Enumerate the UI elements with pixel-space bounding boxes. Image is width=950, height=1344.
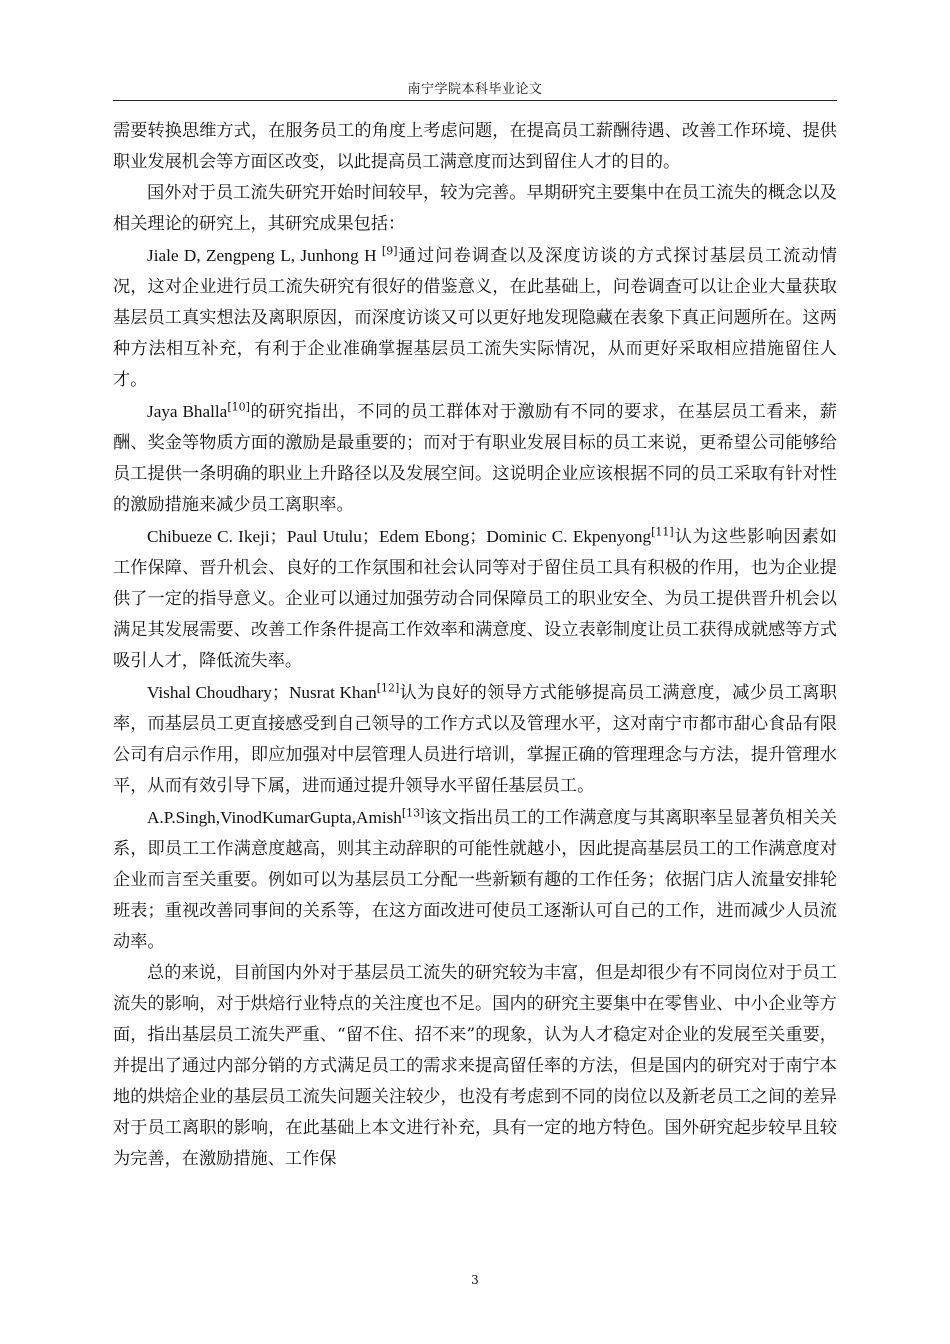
paragraph-text: 需要转换思维方式，在服务员工的角度上考虑问题，在提高员工薪酬待遇、改善工作环境、提供职业发展机会等方面区改变，以此提高员工满意度而达到留住人才的目的。 — [113, 121, 837, 172]
citation-ref: [9] — [381, 244, 398, 258]
paragraph-6 — [113, 677, 837, 802]
paragraph-2 — [113, 178, 837, 240]
author-names: Jiale D, Zengpeng L, Junhong H — [147, 246, 382, 265]
paragraph-text: 总的来说，目前国内外对于基层员工流失的研究较为丰富，但是却很少有不同岗位对于员工流失的影响，对于烘焙行业特点的关注度也不足。国内的研究主要集中在零售业、中小企业等方面，指出基层员工流失严重、“留不住、招不来”的现象，认为人才稳定对企业的发展至关重要，并提出了通过内部分销的方式满足员工的需求来提高留任率的方法，但是国内的研究对于南宁本地的烘焙企业的基层员工流失问题关注较少，也没有考虑到不同的岗位以及新老员工之间的差异对于员工离职的影响，在此基础上本文进行补充，具有一定的地方特色。国外研究起步较早且较为完善，在激励措施、工作保 — [113, 963, 837, 1169]
paragraph-text: 国外对于员工流失研究开始时间较早，较为完善。早期研究主要集中在员工流失的概念以及相关理论的研究上，其研究成果包括： — [113, 183, 837, 234]
paragraph-4 — [113, 396, 837, 521]
author-names: Jaya Bhalla — [147, 402, 228, 421]
author-names: Vishal Choudhary；Nusrat Khan — [147, 683, 377, 702]
author-names: Chibueze C. Ikeji；Paul Utulu；Edem Ebong；Dominic C. Ekpenyong — [147, 527, 652, 546]
paragraph-5 — [113, 521, 837, 677]
paragraph-text: 认为良好的领导方式能够提高员工满意度，减少员工离职率，而基层员工更直接感受到自己领导的工作方式以及管理水平，这对南宁市都市甜心食品有限公司有启示作用，即应加强对中层管理人员进行培训，掌握正确的管理理念与方法，提升管理水平，从而有效引导下属，进而通过提升领导水平留任基层员工。 — [113, 683, 837, 796]
paragraph-text: 该文指出员工的工作满意度与其离职率呈显著负相关关系，即员工工作满意度越高，则其主动辞职的可能性就越小，因此提高基层员工的工作满意度对企业而言至关重要。例如可以为基层员工分配一些新颖有趣的工作任务；依据门店人流量安排轮班表；重视改善同事间的关系等，在这方面改进可使员工逐渐认可自己的工作，进而减少人员流动率。 — [113, 808, 837, 952]
header-rule — [113, 100, 837, 101]
citation-ref: [11] — [651, 525, 674, 539]
paragraph-text: 通过问卷调查以及深度访谈的方式探讨基层员工流动情况，这对企业进行员工流失研究有很好的借鉴意义，在此基础上，问卷调查可以让企业大量获取基层员工真实想法及离职原因，而深度访谈又可以更好地发现隐藏在表象下真正问题所在。这两种方法相互补充，有利于企业准确掌握基层员工流失实际情况，从而更好采取相应措施留住人才。 — [113, 246, 837, 390]
page-header: 南宁学院本科毕业论文 — [407, 82, 543, 97]
page-number: 3 — [471, 1273, 479, 1287]
author-names: A.P.Singh,VinodKumarGupta,Amish — [147, 808, 402, 827]
paragraph-3 — [113, 240, 837, 396]
paragraph-7 — [113, 802, 837, 958]
paragraph-8 — [113, 958, 837, 1175]
paragraph-text: 的研究指出，不同的员工群体对于激励有不同的要求，在基层员工看来，薪酬、奖金等物质方面的激励是最重要的；而对于有职业发展目标的员工来说，更希望公司能够给员工提供一条明确的职业上升路径以及发展空间。这说明企业应该根据不同的员工采取有针对性的激励措施来减少员工离职率。 — [113, 402, 837, 515]
citation-ref: [12] — [376, 681, 400, 695]
citation-ref: [13] — [401, 806, 425, 820]
document-body — [113, 116, 837, 1175]
paragraph-1 — [113, 116, 837, 178]
citation-ref: [10] — [227, 400, 250, 414]
paragraph-text: 认为这些影响因素如工作保障、晋升机会、良好的工作氛围和社会认同等对于留住员工具有积极的作用，也为企业提供了一定的指导意义。企业可以通过加强劳动合同保障员工的职业安全、为员工提供晋升机会以满足其发展需要、改善工作条件提高工作效率和满意度、设立表彰制度让员工获得成就感等方式吸引人才，降低流失率。 — [113, 527, 837, 671]
